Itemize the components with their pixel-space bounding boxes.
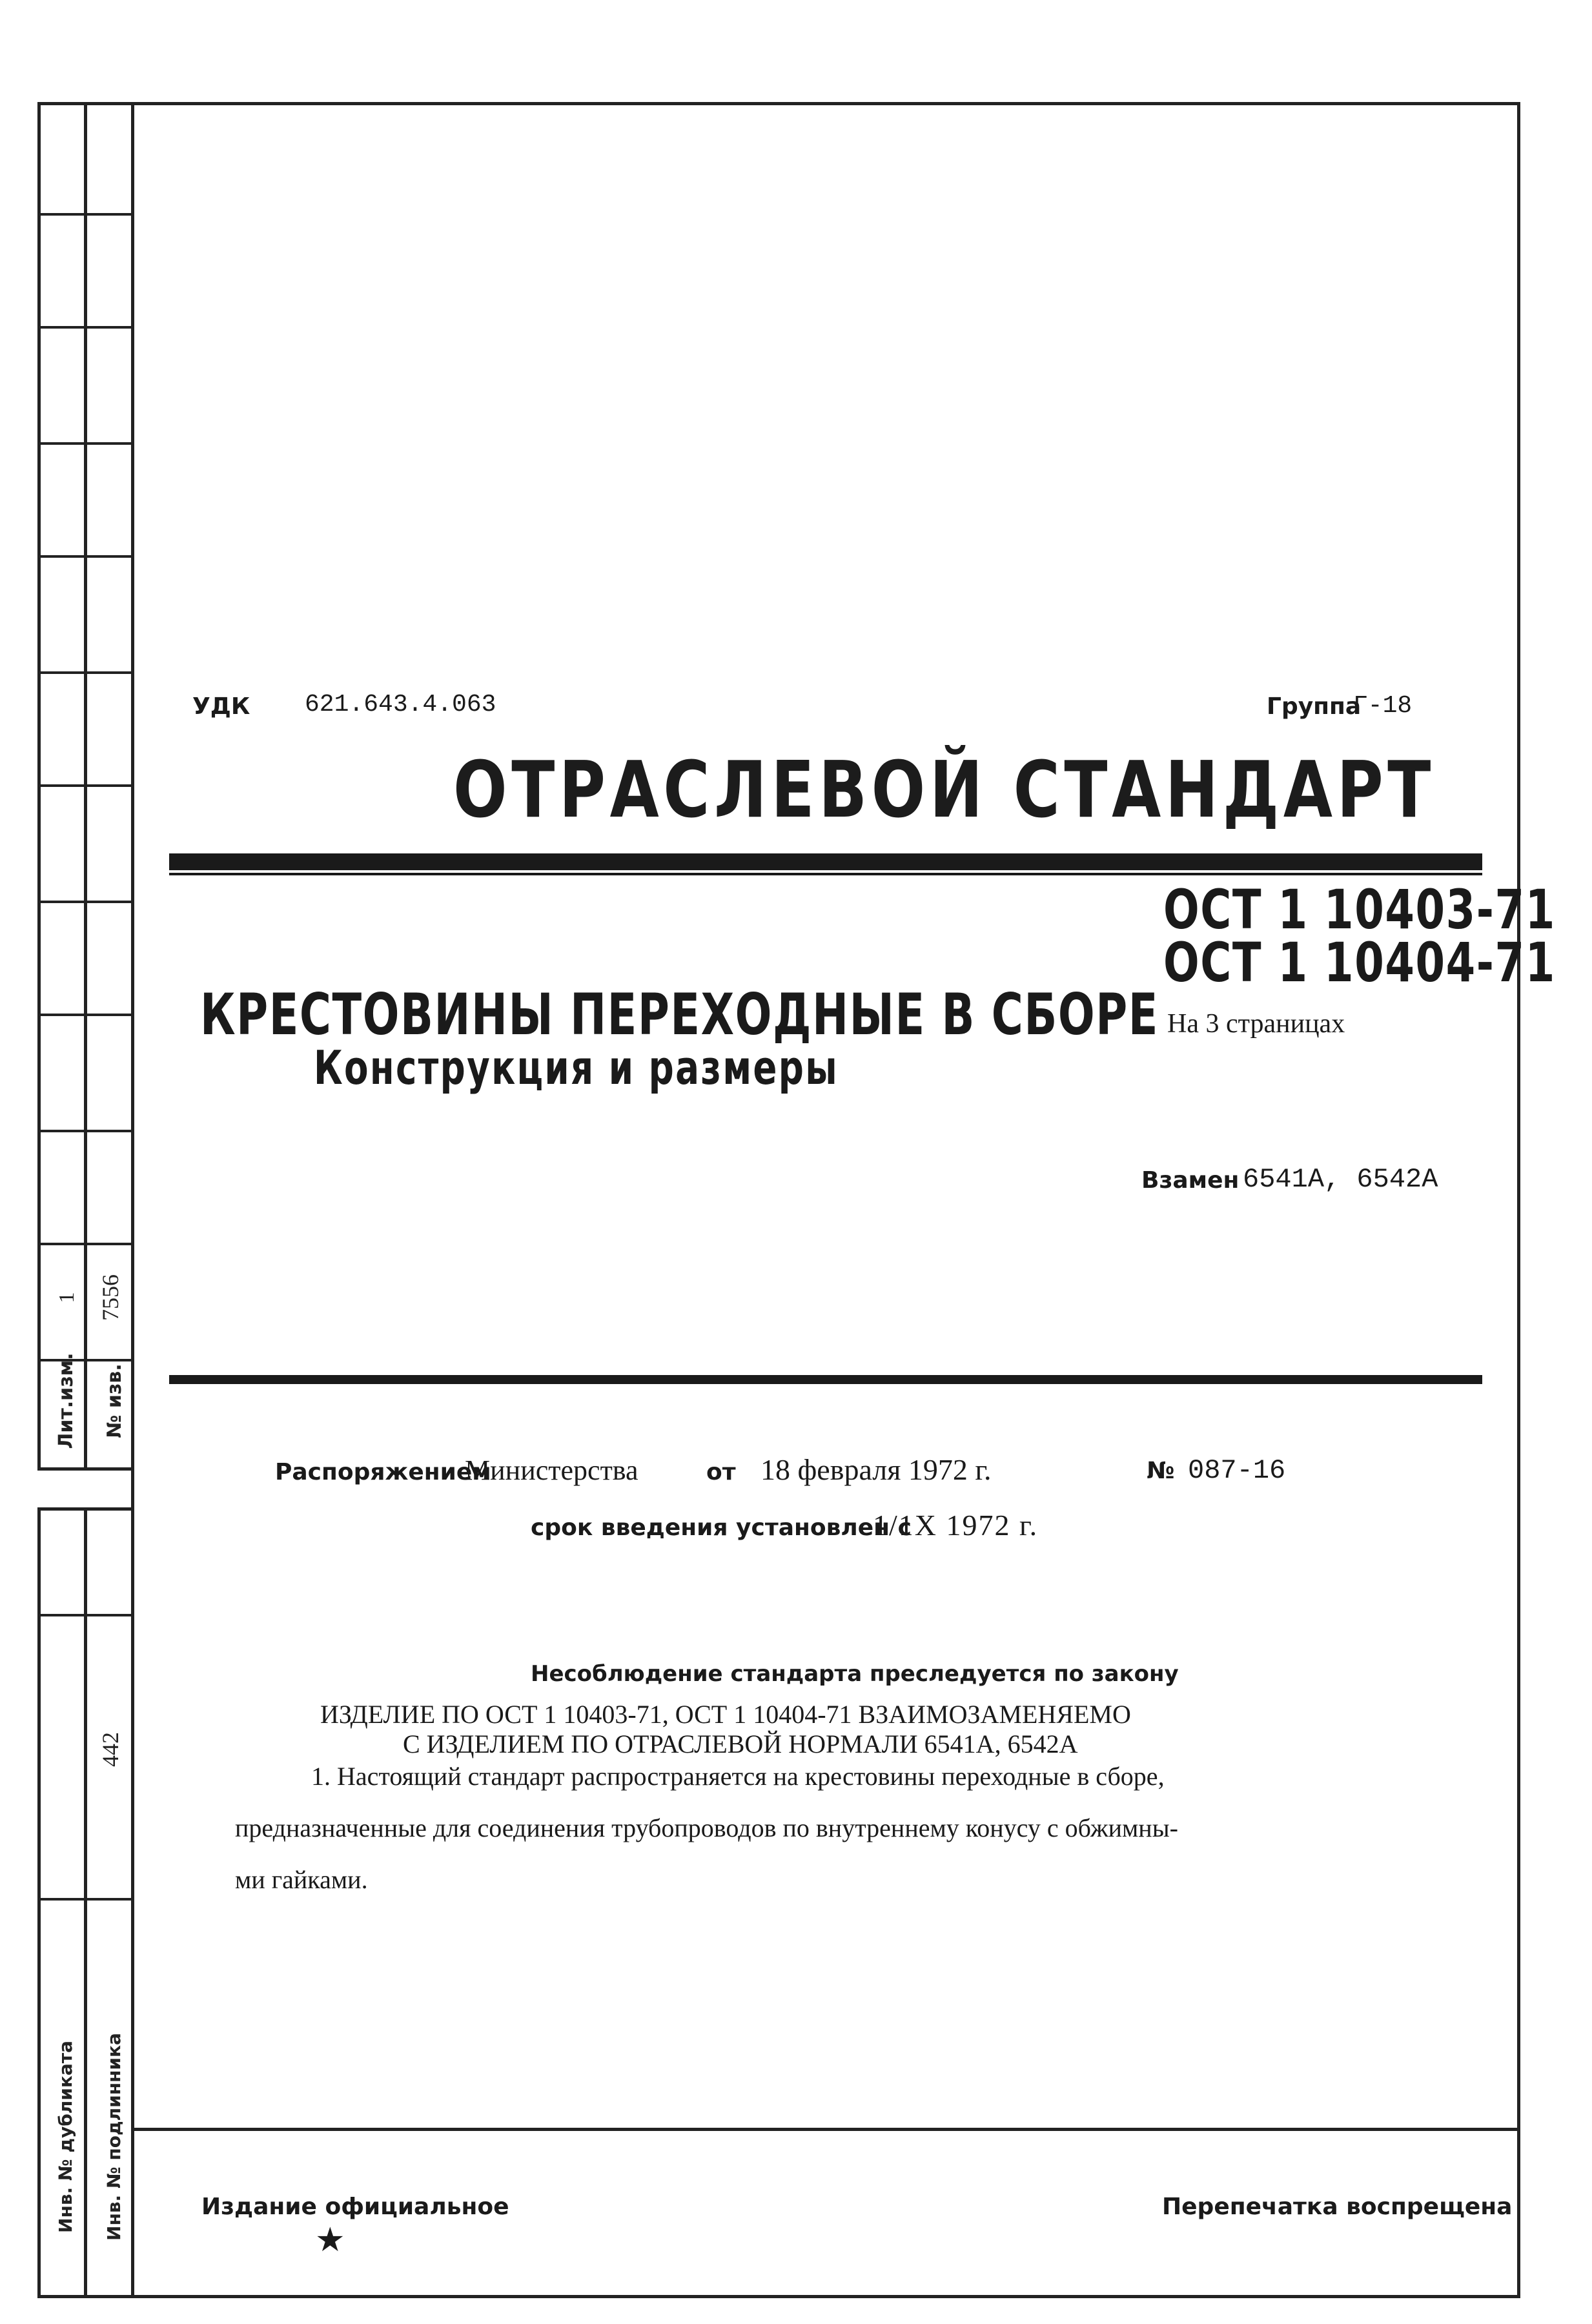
replaces-value: 6541А, 6542А bbox=[1243, 1164, 1438, 1195]
effective-label: срок введения установлен с bbox=[531, 1514, 912, 1541]
footer-reprint-prohibited: Перепечатка воспрещена bbox=[1162, 2194, 1513, 2220]
effective-date: 1/1Х 1972 г. bbox=[873, 1509, 1039, 1542]
page-count: На 3 страницах bbox=[1167, 1009, 1345, 1039]
order-date: 18 февраля 1972 г. bbox=[760, 1453, 992, 1486]
side-tick bbox=[37, 671, 134, 674]
side-lit-value: 1 bbox=[55, 1292, 79, 1303]
side-tick bbox=[37, 1898, 134, 1901]
group-value: Г-18 bbox=[1353, 692, 1413, 720]
paragraph-1-line-1: 1. Настоящий стандарт распространяется на крестовины переходные в сборе, bbox=[311, 1762, 1165, 1791]
side-tick bbox=[37, 1130, 134, 1132]
side-stamp-lower-divider bbox=[84, 1507, 87, 2298]
side-tick bbox=[37, 442, 134, 445]
group-label: Группа bbox=[1267, 693, 1362, 720]
order-authority: Министерства bbox=[465, 1454, 638, 1486]
side-tick bbox=[37, 784, 134, 787]
footer-official-edition: Издание официальное bbox=[201, 2194, 509, 2220]
side-orig-label: Инв. № подлинника bbox=[103, 2033, 125, 2241]
order-prefix: Распоряжением bbox=[275, 1459, 491, 1485]
side-tick bbox=[37, 213, 134, 216]
side-izv-value: 7556 bbox=[97, 1274, 123, 1321]
replaces-label: Взамен bbox=[1141, 1167, 1240, 1194]
legal-notice: Несоблюдение стандарта преследуется по закону bbox=[531, 1661, 1179, 1687]
side-izv-label: № изв. bbox=[103, 1363, 126, 1438]
paragraph-1-line-2: предназначенные для соединения трубопроводов по внутреннему конусу с обжимны- bbox=[235, 1813, 1178, 1842]
standard-type-heading: ОТРАСЛЕВОЙ СТАНДАРТ bbox=[453, 746, 1435, 835]
interchange-line-1: ИЗДЕЛИЕ ПО ОСТ 1 10403-71, ОСТ 1 10404-71 ВЗАИМОЗАМЕНЯЕМО bbox=[320, 1700, 1131, 1729]
designation-code-2: ОСТ 1 10404-71 bbox=[1163, 931, 1556, 994]
document-subtitle: Конструкция и размеры bbox=[314, 1041, 839, 1095]
order-from-label: от bbox=[706, 1459, 736, 1485]
side-tick bbox=[37, 1614, 134, 1616]
order-rule bbox=[169, 1375, 1482, 1384]
heading-rule bbox=[169, 853, 1482, 870]
interchange-line-2: С ИЗДЕЛИЕМ ПО ОТРАСЛЕВОЙ НОРМАЛИ 6541А, 6542А bbox=[403, 1729, 1078, 1758]
side-tick bbox=[37, 555, 134, 558]
paragraph-1-line-3: ми гайками. bbox=[235, 1865, 368, 1894]
footer-rule bbox=[131, 2128, 1520, 2131]
udk-label: УДК bbox=[192, 693, 250, 720]
document-title: КРЕСТОВИНЫ ПЕРЕХОДНЫЕ В СБОРЕ bbox=[200, 981, 1159, 1048]
order-number-label: № bbox=[1147, 1458, 1175, 1484]
heading-rule-thin bbox=[169, 873, 1482, 875]
side-orig-value: 442 bbox=[97, 1732, 123, 1767]
side-dup-label: Инв. № дубликата bbox=[55, 2041, 76, 2233]
udk-value: 621.643.4.063 bbox=[305, 691, 496, 719]
side-tick bbox=[37, 326, 134, 329]
order-number: 087-16 bbox=[1188, 1455, 1286, 1486]
side-lit-label: Лит.изм. bbox=[55, 1352, 77, 1449]
star-icon: ★ bbox=[315, 2221, 345, 2259]
page-frame bbox=[131, 102, 1520, 2298]
side-tick bbox=[37, 901, 134, 903]
side-tick bbox=[37, 1014, 134, 1016]
designation-code-1: ОСТ 1 10403-71 bbox=[1163, 878, 1556, 941]
